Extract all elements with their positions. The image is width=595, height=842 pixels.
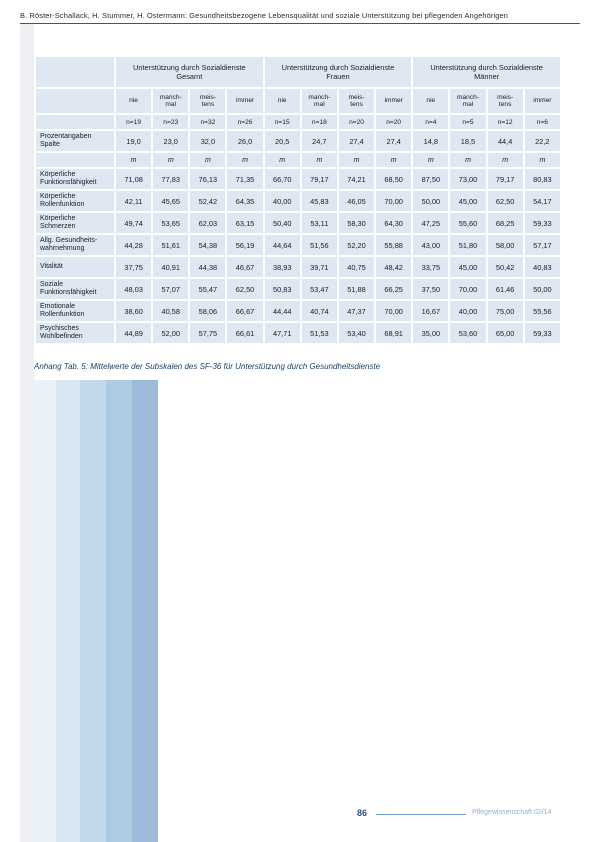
- table-row: [36, 235, 560, 255]
- value-cell: 44,64: [265, 235, 300, 255]
- percent-cell: 18,5: [450, 131, 485, 151]
- mean-symbol-cell: m: [376, 153, 411, 167]
- category-line2: tens: [201, 101, 215, 108]
- value-cell: 74,21: [339, 169, 374, 189]
- percent-cell: 27,4: [339, 131, 374, 151]
- row-label: Prozentangaben Spalte: [36, 131, 114, 151]
- corner-cell: [36, 115, 114, 129]
- group-header: [116, 57, 263, 87]
- corner-cell: [36, 89, 114, 113]
- value-cell: 52,20: [339, 235, 374, 255]
- value-cell: 51,53: [302, 323, 337, 343]
- category-header: [227, 89, 262, 113]
- category-line2: tens: [350, 101, 363, 108]
- value-cell: 79,17: [488, 169, 523, 189]
- value-cell: 62,50: [227, 279, 262, 299]
- mean-symbol-cell: m: [525, 153, 560, 167]
- left-margin-band: [20, 24, 34, 842]
- value-cell: 51,61: [153, 235, 188, 255]
- value-cell: 55,88: [376, 235, 411, 255]
- value-cell: 37,50: [413, 279, 448, 299]
- stripe: [106, 380, 132, 842]
- row-label: Allg. Gesundheits-wahrnehmung: [36, 235, 114, 255]
- sample-size-cell: n=20: [339, 115, 374, 129]
- mean-symbol-cell: m: [413, 153, 448, 167]
- value-cell: 40,58: [153, 301, 188, 321]
- sample-size-cell: n=26: [227, 115, 262, 129]
- table-row: [36, 323, 560, 343]
- mean-symbol-cell: m: [302, 153, 337, 167]
- percent-cell: 44,4: [488, 131, 523, 151]
- category-line1: nie: [129, 97, 138, 105]
- value-cell: 76,13: [190, 169, 225, 189]
- category-header: [302, 89, 337, 113]
- value-cell: 53,11: [302, 213, 337, 233]
- percent-cell: 19,0: [116, 131, 151, 151]
- value-cell: 66,67: [227, 301, 262, 321]
- value-cell: 50,83: [265, 279, 300, 299]
- value-cell: 48,03: [116, 279, 151, 299]
- percent-row: [36, 131, 560, 151]
- mean-symbol-cell: m: [116, 153, 151, 167]
- value-cell: 75,00: [488, 301, 523, 321]
- category-header: [450, 89, 485, 113]
- stripe: [80, 380, 106, 842]
- value-cell: 45,00: [450, 257, 485, 277]
- value-cell: 43,00: [413, 235, 448, 255]
- category-header: [413, 89, 448, 113]
- category-header: [265, 89, 300, 113]
- value-cell: 53,40: [339, 323, 374, 343]
- value-cell: 66,25: [376, 279, 411, 299]
- table-row: [36, 301, 560, 321]
- value-cell: 45,00: [450, 191, 485, 211]
- mean-symbol-cell: m: [190, 153, 225, 167]
- value-cell: 63,15: [227, 213, 262, 233]
- sample-size-cell: n=32: [190, 115, 225, 129]
- group-line2: Gesamt: [176, 72, 203, 81]
- value-cell: 44,89: [116, 323, 151, 343]
- value-cell: 35,00: [413, 323, 448, 343]
- category-line1: meis-: [199, 93, 216, 101]
- category-header: [190, 89, 225, 113]
- value-cell: 52,42: [190, 191, 225, 211]
- value-cell: 44,44: [265, 301, 300, 321]
- value-cell: 50,00: [525, 279, 560, 299]
- value-cell: 79,17: [302, 169, 337, 189]
- value-cell: 70,00: [376, 191, 411, 211]
- value-cell: 58,00: [488, 235, 523, 255]
- sample-size-row: [36, 115, 560, 129]
- table-row: [36, 279, 560, 299]
- group-header: [413, 57, 560, 87]
- percent-cell: 14,8: [413, 131, 448, 151]
- value-cell: 70,00: [450, 279, 485, 299]
- corner-cell: [36, 153, 114, 167]
- value-cell: 65,00: [488, 323, 523, 343]
- value-cell: 40,83: [525, 257, 560, 277]
- percent-cell: 23,0: [153, 131, 188, 151]
- value-cell: 55,47: [190, 279, 225, 299]
- value-cell: 54,17: [525, 191, 560, 211]
- sample-size-cell: n=5: [450, 115, 485, 129]
- percent-cell: 26,0: [227, 131, 262, 151]
- value-cell: 33,75: [413, 257, 448, 277]
- percent-cell: 32,0: [190, 131, 225, 151]
- value-cell: 51,80: [450, 235, 485, 255]
- value-cell: 87,50: [413, 169, 448, 189]
- value-cell: 55,56: [525, 301, 560, 321]
- category-line1: nie: [426, 97, 436, 105]
- value-cell: 44,28: [116, 235, 151, 255]
- row-label: Soziale Funktionsfähigkeit: [36, 279, 114, 299]
- value-cell: 77,83: [153, 169, 188, 189]
- category-line1: manch-: [308, 93, 331, 101]
- percent-cell: 27,4: [376, 131, 411, 151]
- category-header: [376, 89, 411, 113]
- category-line1: immer: [235, 97, 255, 105]
- category-header: [488, 89, 523, 113]
- sample-size-cell: n=20: [376, 115, 411, 129]
- category-line1: meis-: [348, 93, 365, 101]
- value-cell: 37,75: [116, 257, 151, 277]
- value-cell: 40,00: [450, 301, 485, 321]
- value-cell: 70,00: [376, 301, 411, 321]
- table-row: [36, 257, 560, 277]
- running-header: B. Röster-Schallack, H. Stummer, H. Ostermann: Gesundheitsbezogene Lebensqualität und soziale Unterstützung bei pflegenden Angehörigen: [20, 11, 509, 20]
- sample-size-cell: n=23: [153, 115, 188, 129]
- value-cell: 47,71: [265, 323, 300, 343]
- value-cell: 50,42: [488, 257, 523, 277]
- value-cell: 46,67: [227, 257, 262, 277]
- value-cell: 61,46: [488, 279, 523, 299]
- sample-size-cell: n=12: [488, 115, 523, 129]
- table-caption: Anhang Tab. 5: Mittelwerte der Subskalen des SF-36 für Unterstützung durch Gesundheitsdienste: [34, 362, 381, 371]
- value-cell: 49,74: [116, 213, 151, 233]
- corner-cell: [36, 57, 114, 87]
- value-cell: 64,35: [227, 191, 262, 211]
- category-line1: immer: [533, 97, 552, 105]
- category-header-row: [36, 89, 560, 113]
- value-cell: 16,67: [413, 301, 448, 321]
- category-line2: tens: [498, 101, 512, 108]
- table-body: [36, 57, 560, 343]
- value-cell: 55,60: [450, 213, 485, 233]
- value-cell: 62,50: [488, 191, 523, 211]
- value-cell: 40,00: [265, 191, 300, 211]
- value-cell: 59,33: [525, 213, 560, 233]
- mean-symbol-cell: m: [339, 153, 374, 167]
- value-cell: 40,91: [153, 257, 188, 277]
- group-line1: Unterstützung durch Sozialdienste: [133, 63, 246, 72]
- value-cell: 39,71: [302, 257, 337, 277]
- value-cell: 53,60: [450, 323, 485, 343]
- value-cell: 71,35: [227, 169, 262, 189]
- table-row: [36, 191, 560, 211]
- row-label: Körperliche Schmerzen: [36, 213, 114, 233]
- percent-cell: 20,5: [265, 131, 300, 151]
- value-cell: 46,05: [339, 191, 374, 211]
- category-line1: nie: [277, 97, 287, 105]
- row-label: Emotionale Rollenfunktion: [36, 301, 114, 321]
- value-cell: 58,06: [190, 301, 225, 321]
- sample-size-cell: n=19: [116, 115, 151, 129]
- value-cell: 40,75: [339, 257, 374, 277]
- value-cell: 73,00: [450, 169, 485, 189]
- value-cell: 38,60: [116, 301, 151, 321]
- mean-symbol-cell: m: [153, 153, 188, 167]
- value-cell: 52,00: [153, 323, 188, 343]
- sample-size-cell: n=15: [265, 115, 300, 129]
- sf36-table: [34, 55, 562, 345]
- stripe: [56, 380, 80, 842]
- value-cell: 44,38: [190, 257, 225, 277]
- sample-size-cell: n=6: [525, 115, 560, 129]
- value-cell: 71,08: [116, 169, 151, 189]
- group-header: [265, 57, 412, 87]
- table-row: [36, 169, 560, 189]
- stripe: [34, 380, 56, 842]
- value-cell: 48,42: [376, 257, 411, 277]
- value-cell: 51,88: [339, 279, 374, 299]
- group-line1: Unterstützung durch Sozialdienste: [430, 63, 543, 72]
- percent-cell: 22,2: [525, 131, 560, 151]
- group-line1: Unterstützung durch Sozialdienste: [281, 63, 395, 72]
- category-line1: immer: [384, 97, 403, 105]
- value-cell: 66,61: [227, 323, 262, 343]
- stripe: [132, 380, 158, 842]
- table-container: [34, 55, 562, 345]
- value-cell: 40,74: [302, 301, 337, 321]
- journal-reference: Pflegewissenschaft 02/14: [472, 809, 552, 816]
- value-cell: 53,47: [302, 279, 337, 299]
- value-cell: 57,75: [190, 323, 225, 343]
- group-header-row: [36, 57, 560, 87]
- value-cell: 45,65: [153, 191, 188, 211]
- value-cell: 57,17: [525, 235, 560, 255]
- mean-symbol-cell: m: [488, 153, 523, 167]
- category-line1: manch-: [159, 93, 182, 101]
- row-label: Körperliche Rollenfunktion: [36, 191, 114, 211]
- value-cell: 50,40: [265, 213, 300, 233]
- value-cell: 56,19: [227, 235, 262, 255]
- value-cell: 68,50: [376, 169, 411, 189]
- value-cell: 66,70: [265, 169, 300, 189]
- row-label: Vitalität: [36, 257, 114, 277]
- category-line2: mal: [165, 101, 177, 108]
- category-header: [339, 89, 374, 113]
- value-cell: 47,25: [413, 213, 448, 233]
- header-rule: [20, 23, 580, 24]
- mean-symbol-cell: m: [227, 153, 262, 167]
- value-cell: 80,83: [525, 169, 560, 189]
- category-line1: manch-: [456, 93, 479, 101]
- value-cell: 53,65: [153, 213, 188, 233]
- value-cell: 42,11: [116, 191, 151, 211]
- value-cell: 54,38: [190, 235, 225, 255]
- footer-rule: [376, 814, 466, 815]
- value-cell: 57,07: [153, 279, 188, 299]
- value-cell: 58,30: [339, 213, 374, 233]
- category-line1: meis-: [497, 93, 514, 101]
- value-cell: 50,00: [413, 191, 448, 211]
- group-line2: Frauen: [326, 72, 350, 81]
- value-cell: 68,25: [488, 213, 523, 233]
- value-cell: 59,33: [525, 323, 560, 343]
- value-cell: 38,93: [265, 257, 300, 277]
- sample-size-cell: n=4: [413, 115, 448, 129]
- category-line2: mal: [314, 101, 325, 108]
- value-cell: 47,37: [339, 301, 374, 321]
- mean-symbol-cell: m: [450, 153, 485, 167]
- value-cell: 64,30: [376, 213, 411, 233]
- value-cell: 68,91: [376, 323, 411, 343]
- page-number: 86: [357, 808, 368, 818]
- group-line2: Männer: [474, 72, 500, 81]
- mean-symbol-cell: m: [265, 153, 300, 167]
- category-header: [153, 89, 188, 113]
- row-label: Körperliche Funktionsfähigkeit: [36, 169, 114, 189]
- value-cell: 62,03: [190, 213, 225, 233]
- percent-cell: 24,7: [302, 131, 337, 151]
- mean-symbol-row: [36, 153, 560, 167]
- row-label: Psychisches Wohlbefinden: [36, 323, 114, 343]
- value-cell: 45,83: [302, 191, 337, 211]
- table-row: [36, 213, 560, 233]
- value-cell: 51,56: [302, 235, 337, 255]
- sample-size-cell: n=18: [302, 115, 337, 129]
- category-header: [116, 89, 151, 113]
- category-header: [525, 89, 560, 113]
- category-line2: mal: [462, 101, 474, 108]
